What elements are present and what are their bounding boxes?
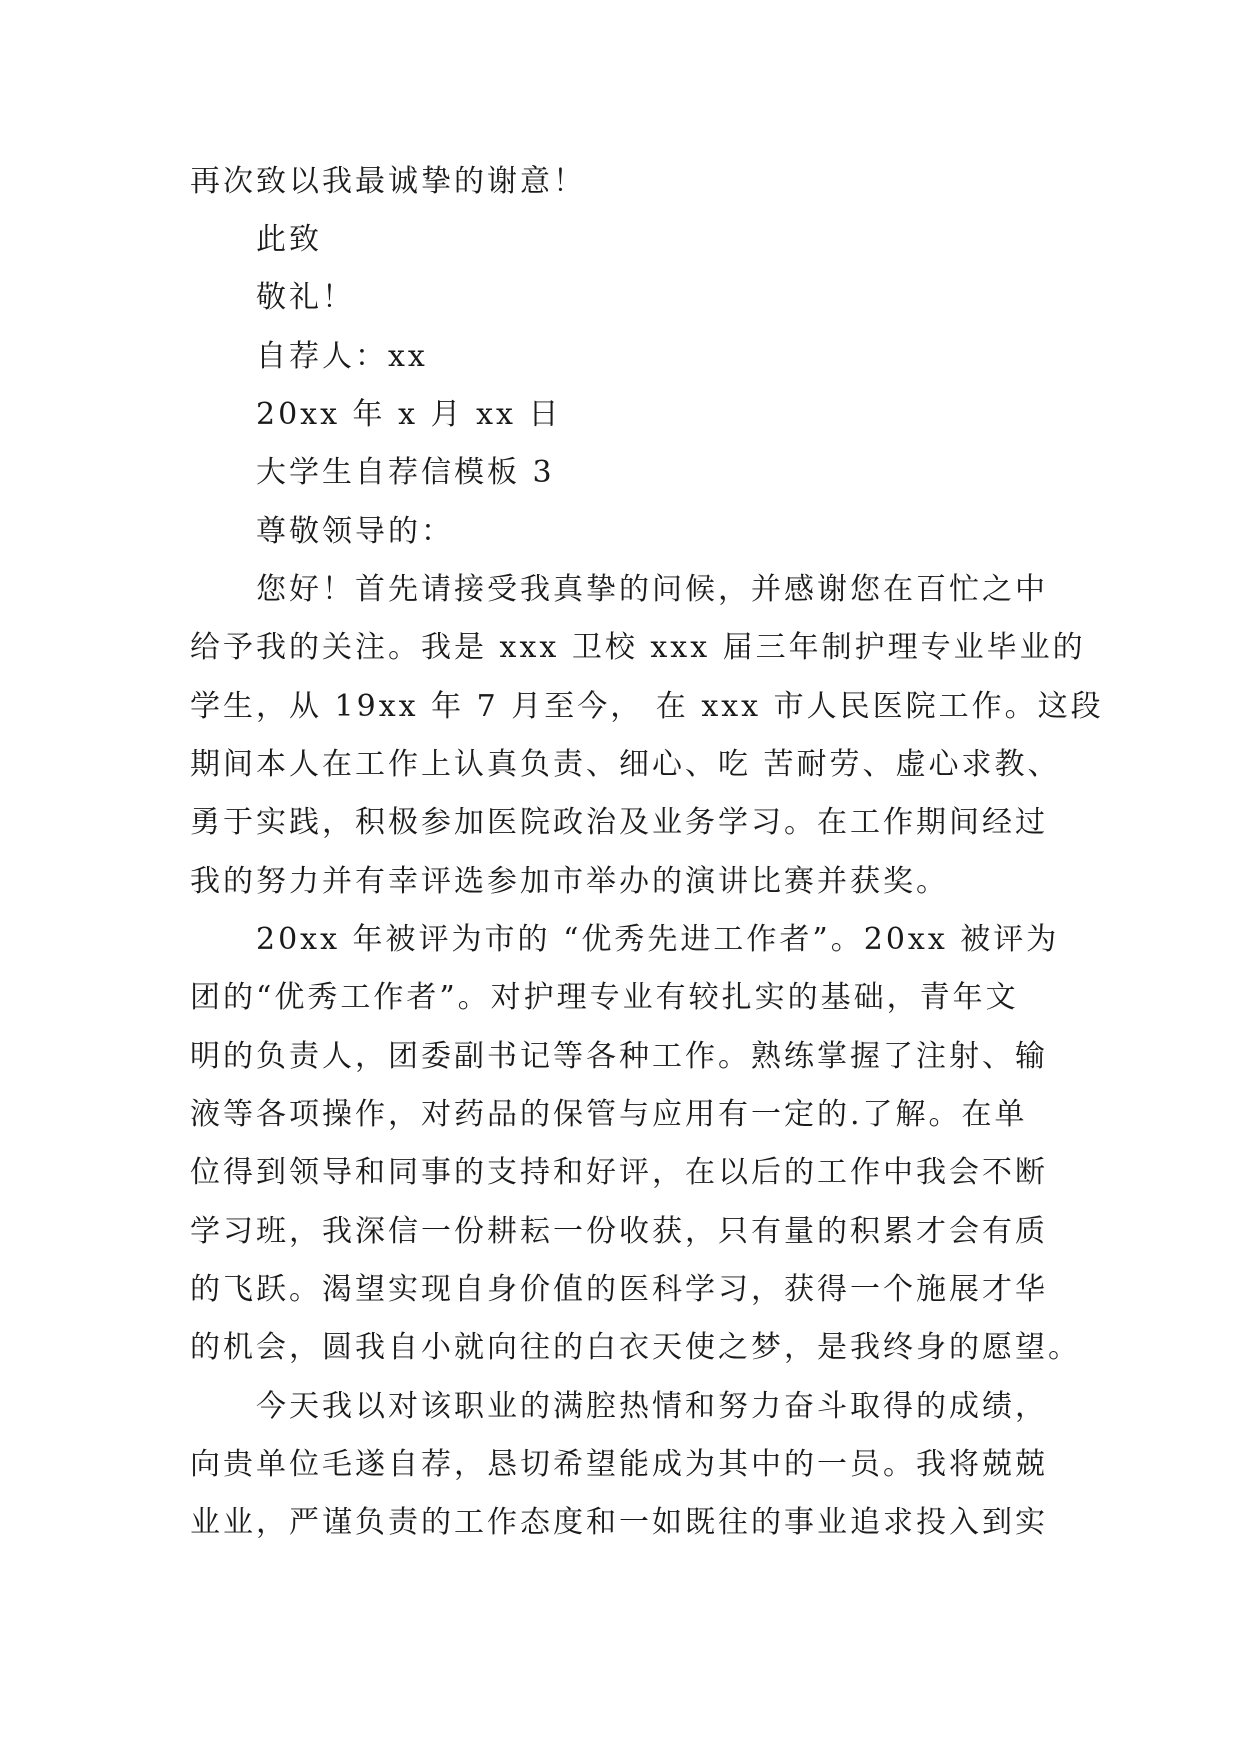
paragraph-line: 液等各项操作，对药品的保管与应用有一定的.了解。在单 [190, 1097, 1028, 1132]
paragraph-line: 给予我的关注。我是 xxx 卫校 xxx 届三年制护理专业毕业的 [190, 630, 1086, 665]
paragraph-line: 勇于实践，积极参加医院政治及业务学习。在工作期间经过 [190, 805, 1048, 840]
paragraph-line: 的机会，圆我自小就向往的白衣天使之梦，是我终身的愿望。 [190, 1330, 1081, 1365]
greeting-line: 尊敬领导的： [256, 514, 454, 549]
paragraph-line: 的飞跃。渴望实现自身价值的医科学习，获得一个施展才华 [190, 1272, 1048, 1307]
paragraph-line: 业业，严谨负责的工作态度和一如既往的事业追求投入到实 [190, 1505, 1048, 1540]
paragraph-line: 学习班，我深信一份耕耘一份收获，只有量的积累才会有质 [190, 1214, 1048, 1249]
date-line: 20xx 年 x 月 xx 日 [256, 397, 562, 432]
closing-thanks-line: 再次致以我最诚挚的谢意！ [190, 164, 586, 199]
paragraph-line: 位得到领导和同事的支持和好评，在以后的工作中我会不断 [190, 1155, 1048, 1190]
salutation-jingli: 敬礼！ [256, 280, 355, 315]
paragraph-line: 今天我以对该职业的满腔热情和努力奋斗取得的成绩， [256, 1389, 1048, 1424]
paragraph-line: 期间本人在工作上认真负责、细心、吃 苦耐劳、虚心求教、 [190, 747, 1061, 782]
paragraph-line: 向贵单位毛遂自荐，恳切希望能成为其中的一员。我将兢兢 [190, 1447, 1048, 1482]
paragraph-line: 20xx 年被评为市的 “优秀先进工作者”。20xx 被评为 [256, 922, 1060, 957]
paragraph-line: 明的负责人，团委副书记等各种工作。熟练掌握了注射、输 [190, 1039, 1048, 1074]
paragraph-line: 学生，从 19xx 年 7 月至今， 在 xxx 市人民医院工作。这段 [190, 689, 1104, 724]
paragraph-line: 团的“优秀工作者”。对护理专业有较扎实的基础，青年文 [190, 980, 1019, 1015]
paragraph-line: 我的努力并有幸评选参加市举办的演讲比赛并获奖。 [190, 864, 949, 899]
paragraph-line: 您好！首先请接受我真挚的问候，并感谢您在百忙之中 [256, 572, 1048, 607]
signature-line: 自荐人：xx [256, 339, 428, 374]
salutation-cizhi: 此致 [256, 222, 322, 257]
template-heading: 大学生自荐信模板 3 [256, 455, 555, 490]
